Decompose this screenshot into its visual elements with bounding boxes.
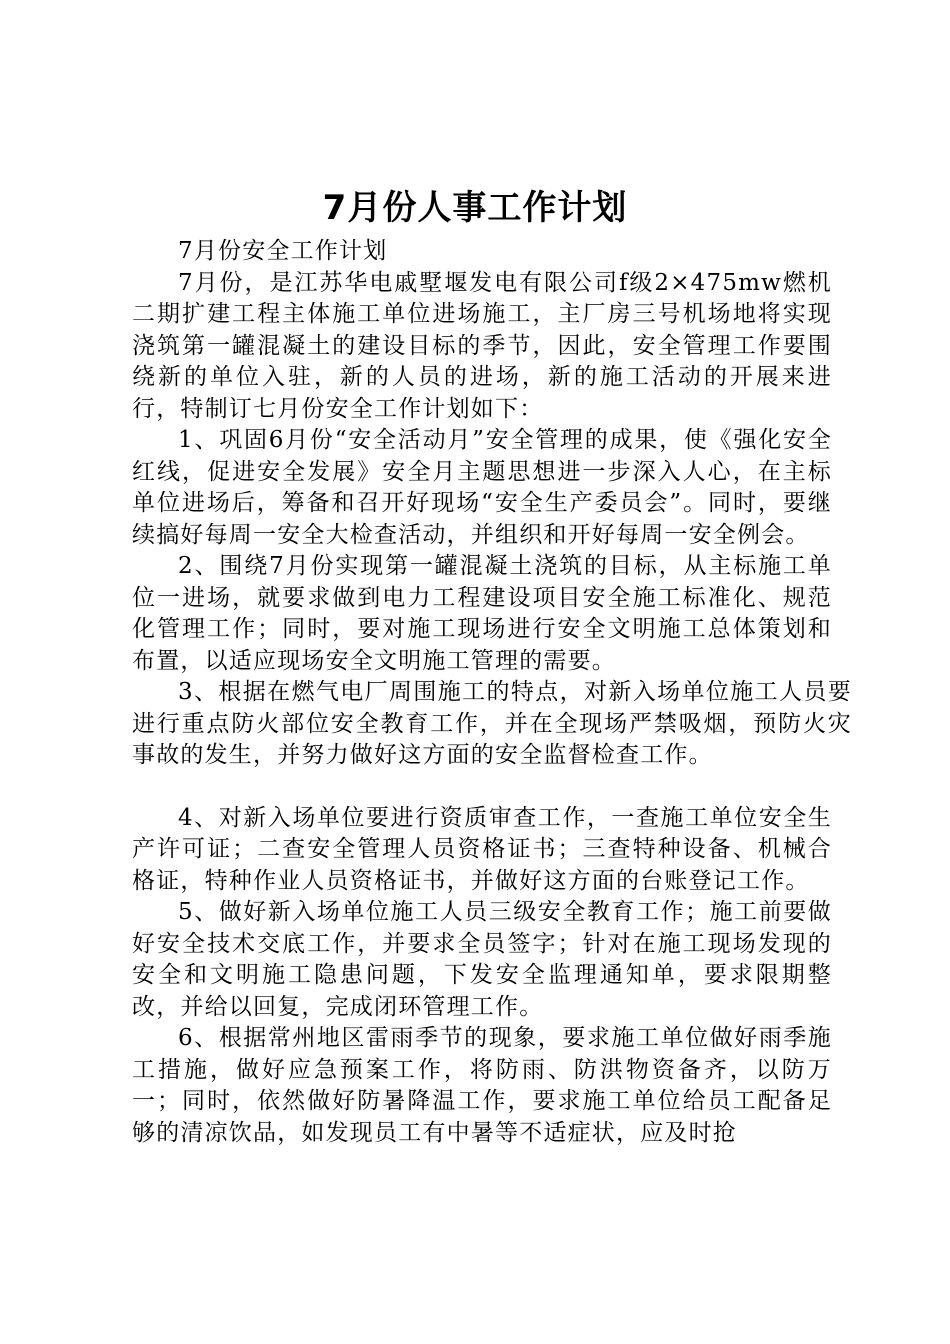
document-title: 7月份人事工作计划 (322, 188, 628, 228)
paragraph-item-4: 4、对新入场单位要进行资质审查工作，一查施工单位安全生产许可证；二查安全管理人员资格证书；三查特种设备、机械合格证，特种作业人员资格证书，并做好这方面的台账登记工作。 (132, 804, 832, 894)
paragraph-item-5: 5、做好新入场单位施工人员三级安全教育工作；施工前要做好安全技术交底工作，并要求全员签字；针对在施工现场发现的安全和文明施工隐患问题，下发安全监理通知单，要求限期整改，并给以回复，完成闭环管理工作。 (132, 899, 832, 1020)
document-body (132, 236, 852, 1149)
paragraph-item-3: 3、根据在燃气电厂周围施工的特点，对新入场单位施工人员要进行重点防火部位安全教育工作，并在全现场严禁吸烟，预防火灾事故的发生，并努力做好这方面的安全监督检查工作。 (132, 679, 852, 768)
paragraph-item-6: 6、根据常州地区雷雨季节的现象，要求施工单位做好雨季施工措施，做好应急预案工作，将防雨、防洪物资备齐，以防万一；同时，依然做好防暑降温工作，要求施工单位给员工配备足够的清凉饮品，如发现员工有中暑等不适症状，应及时抢 (132, 1025, 832, 1146)
paragraph-item-1: 1、巩固6月份“安全活动月”安全管理的成果，使《强化安全红线，促进安全发展》安全月主题思想进一步深入人心，在主标单位进场后，筹备和召开好现场“安全生产委员会”。同时，要继续搞好每周一安全大检查活动，并组织和开好每周一安全例会。 (132, 427, 832, 548)
paragraph-intro: 7月份，是江苏华电戚墅堰发电有限公司f级2×475mw燃机二期扩建工程主体施工单位进场施工，主厂房三号机场地将实现浇筑第一罐混凝土的建设目标的季节，因此，安全管理工作要围绕新的单位入驻，新的人员的进场，新的施工活动的开展来进行，特制订七月份安全工作计划如下： (132, 269, 832, 422)
document-subtitle: 7月份安全工作计划 (178, 238, 388, 264)
paragraph-item-2: 2、围绕7月份实现第一罐混凝土浇筑的目标，从主标施工单位一进场，就要求做到电力工程建设项目安全施工标准化、规范化管理工作；同时，要对施工现场进行安全文明施工总体策划和布置，以适应现场安全文明施工管理的需要。 (132, 553, 832, 674)
